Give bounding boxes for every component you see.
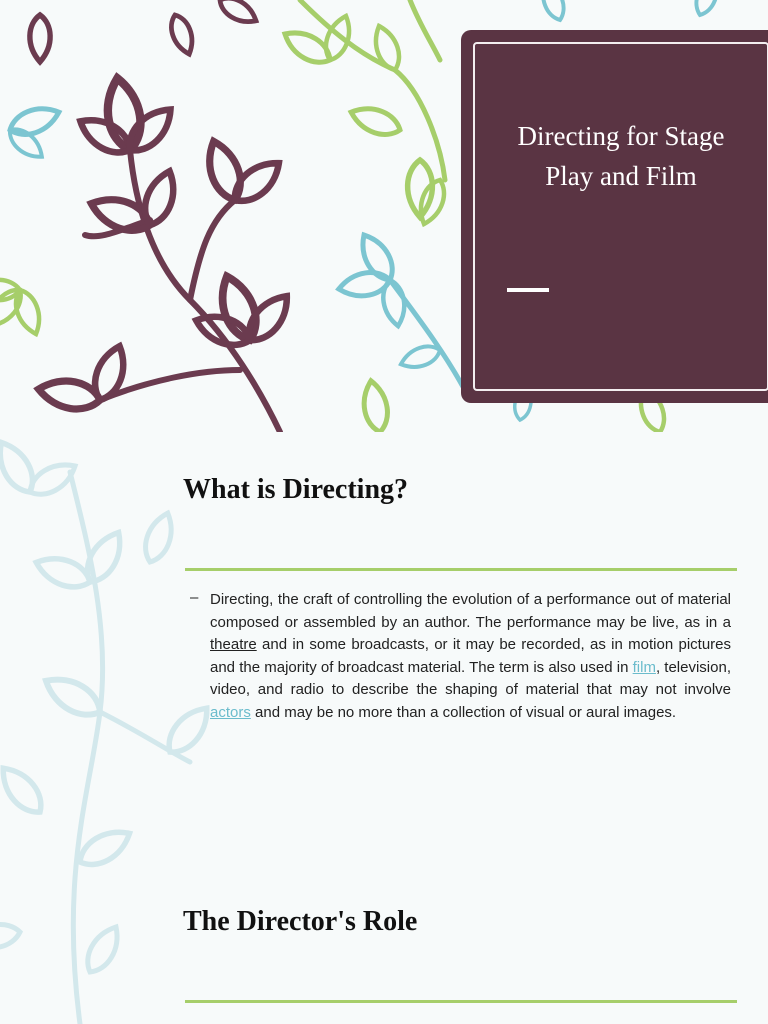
presentation-title: Directing for Stage Play and Film [517,121,725,191]
actors-link[interactable]: actors [210,703,251,721]
title-panel [461,30,768,403]
heading-divider [185,568,737,571]
title-accent-line [507,288,549,292]
directing-definition [210,589,731,724]
paragraph-text: Directing, the craft of controlling the evolution of a performance out of material composed or assembled by an author. The performance may be live, as in a [210,591,731,631]
bullet-dash: – [190,589,199,606]
heading-divider [185,1000,737,1003]
film-link[interactable]: film [632,658,656,676]
paragraph-text: and in some broadcasts, or it may be recorded, as in motion pictures and the majority of broadcast material. The term is also used in [210,636,731,676]
heading-directors-role: The Director's Role [183,906,418,937]
heading-what-is-directing: What is Directing? [183,474,409,505]
theatre-link[interactable]: theatre [210,636,257,653]
paragraph-text: , television, video, and radio to describe the shaping of material that may not involve [210,658,731,698]
title-slide [0,0,768,432]
paragraph-text: and may be no more than a collection of visual or aural images. [250,703,677,721]
content-slide [0,432,768,1024]
plum-vine-icon [30,0,296,432]
title-panel-border [473,42,768,391]
